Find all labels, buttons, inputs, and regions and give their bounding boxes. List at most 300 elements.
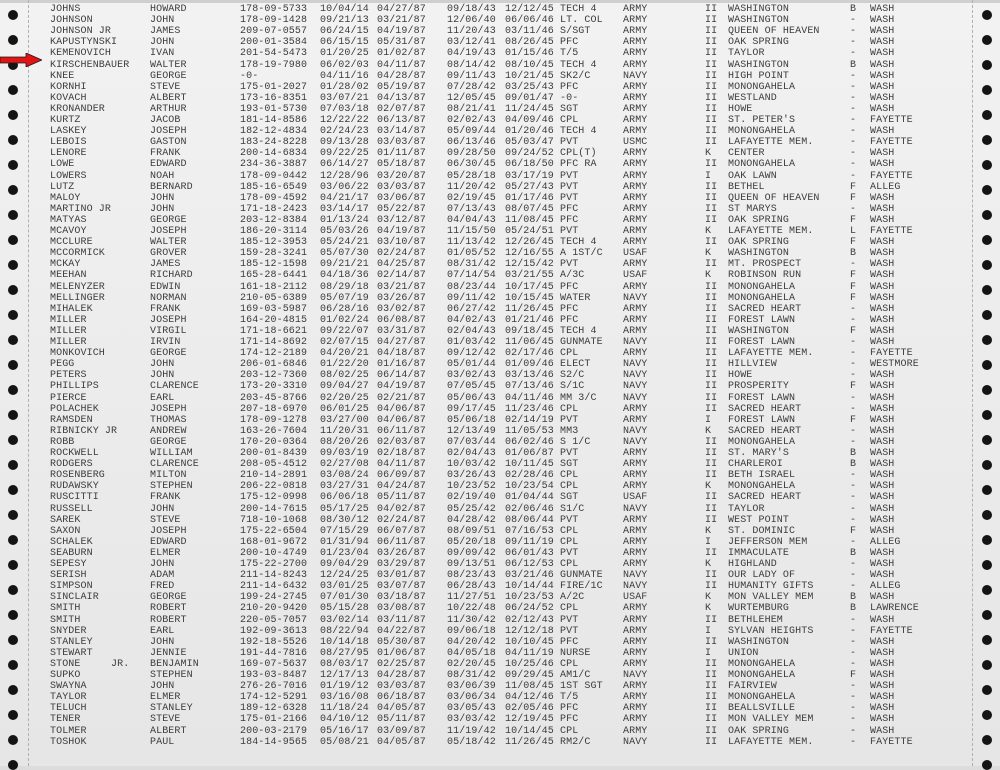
serial-number: 174-12-5291 [240,692,308,704]
war: II [705,81,718,93]
last-name: SNYDER [50,625,87,637]
branch: ARMY [623,714,648,726]
serial-number: 192-18-5526 [240,636,308,648]
first-name: HOWARD [150,4,187,15]
table-row [0,670,1000,681]
death-date: 03/21/87 [377,281,426,293]
discharge-date: 10/23/53 [505,592,554,604]
first-name: PAUL [150,736,175,748]
first-name: STEPHEN [150,481,193,493]
serial-number: 185-12-1598 [240,259,308,271]
rank: CPL [560,603,579,615]
war: II [705,448,718,459]
table-row [0,537,1000,548]
first-name: ADAM [150,570,175,582]
birth-date: 10/04/14 [320,4,369,15]
branch: ARMY [623,181,648,193]
birth-date: 03/16/08 [320,692,369,704]
branch: ARMY [623,203,648,215]
birth-date: 09/22/07 [320,325,369,337]
serial-number: 175-12-0998 [240,492,308,504]
branch: ARMY [623,159,648,171]
enlist-date: 03/06/34 [447,692,496,704]
birth-date: 04/21/17 [320,192,369,204]
cemetery: CHARLEROI [728,459,783,471]
enlist-date: 11/30/42 [447,614,496,626]
cemetery: LAFAYETTE MEM. [728,348,814,360]
discharge-date: 09/24/52 [505,148,554,160]
death-date: 03/01/87 [377,570,426,582]
county: WASH [870,192,895,204]
war: I [705,170,712,182]
branch: ARMY [623,692,648,704]
county: WESTMORE [870,359,919,371]
last-name: MILLER [50,337,87,348]
death-date: 04/02/87 [377,503,426,515]
cemetery: WASHINGTON [728,325,790,337]
first-name: STEVE [150,514,181,526]
discharge-date: 11/06/45 [505,337,554,348]
discharge-date: 02/17/46 [505,348,554,360]
death-date: 03/11/87 [377,614,426,626]
birth-date: 05/03/26 [320,226,369,237]
birth-date: 12/17/13 [320,670,369,681]
code: L [850,226,857,237]
discharge-date: 01/04/44 [505,492,554,504]
county: WASH [870,325,895,337]
county: WASH [870,570,895,582]
table-row [0,581,1000,592]
serial-number: 178-09-5733 [240,4,308,15]
enlist-date: 01/03/42 [447,337,496,348]
discharge-date: 02/06/46 [505,503,554,515]
enlist-date: 05/18/42 [447,736,496,748]
discharge-date: 03/21/55 [505,270,554,282]
table-row [0,681,1000,692]
code: - [850,436,857,448]
rank: PFC [560,81,579,93]
red-arrow-icon [0,53,42,67]
branch: NAVY [623,292,648,304]
rank: PFC [560,636,579,648]
last-name: ROBB [50,436,75,448]
serial-number: 182-12-4834 [240,126,308,138]
discharge-date: 12/19/45 [505,714,554,726]
enlist-date: 04/04/43 [447,214,496,226]
death-date: 05/31/87 [377,37,426,49]
cemetery: FOREST LAWN [728,337,796,348]
code: - [850,681,857,693]
first-name: JOHN [150,503,175,515]
enlist-date: 09/28/50 [447,148,496,160]
birth-date: 09/21/13 [320,15,369,27]
last-name: RUDAWSKY [50,481,99,493]
death-date: 02/18/87 [377,448,426,459]
last-name: TAYLOR [50,692,87,704]
enlist-date: 04/28/42 [447,514,496,526]
cemetery: MONONGAHELA [728,658,796,670]
county: FAYETTE [870,115,913,126]
rank: TECH 4 [560,237,597,249]
first-name: STANLEY [150,703,193,715]
table-row [0,4,1000,15]
cemetery: WASHINGTON [728,248,790,260]
discharge-date: 03/25/43 [505,81,554,93]
rank: T/5 [560,692,579,704]
first-name: ALBERT [150,92,187,104]
code: - [850,314,857,326]
war: II [705,92,718,104]
enlist-date: 08/31/42 [447,670,496,681]
code: F [850,414,857,426]
war: II [705,37,718,49]
table-row [0,615,1000,626]
branch: ARMY [623,603,648,615]
rank: PVT [560,514,579,526]
last-name: SINCLAIR [50,592,99,604]
branch: ARMY [623,448,648,459]
discharge-date: 06/12/53 [505,559,554,570]
death-date: 04/13/87 [377,92,426,104]
enlist-date: 05/06/18 [447,414,496,426]
county: WASH [870,59,895,71]
war: II [705,325,718,337]
discharge-date: 10/17/45 [505,281,554,293]
branch: ARMY [623,303,648,315]
cemetery: LAFAYETTE MEM. [728,736,814,748]
birth-date: 05/07/30 [320,248,369,260]
serial-number: 208-05-4512 [240,459,308,471]
birth-date: 03/14/17 [320,203,369,215]
table-row [0,626,1000,637]
cemetery: OUR LADY OF [728,570,796,582]
last-name: MATYAS [50,214,87,226]
code: - [850,359,857,371]
serial-number: 178-09-4592 [240,192,308,204]
last-name: MCCORMICK [50,248,105,260]
county: FAYETTE [870,137,913,149]
branch: ARMY [623,226,648,237]
code: - [850,70,857,82]
branch: NAVY [623,392,648,404]
cemetery: WESTLAND [728,92,777,104]
war: II [705,314,718,326]
enlist-date: 06/13/46 [447,137,496,149]
code: - [850,658,857,670]
war: K [705,248,712,260]
serial-number: 203-45-8766 [240,392,308,404]
birth-date: 01/13/24 [320,214,369,226]
cemetery: HOWE [728,370,753,382]
serial-number: 161-18-2112 [240,281,308,293]
table-row [0,304,1000,315]
war: II [705,48,718,60]
serial-number: 199-24-2745 [240,592,308,604]
table-row [0,648,1000,659]
last-name: KURTZ [50,115,81,126]
serial-number: 173-20-3310 [240,381,308,393]
last-name: STONE JR. [50,658,130,670]
death-date: 03/26/87 [377,547,426,559]
discharge-date: 11/23/46 [505,403,554,415]
first-name: ELMER [150,692,181,704]
death-date: 03/03/87 [377,137,426,149]
war: K [705,425,712,437]
branch: ARMY [623,59,648,71]
first-name: GROVER [150,248,187,260]
war: II [705,370,718,382]
county: FAYETTE [870,226,913,237]
first-name: ARTHUR [150,103,187,115]
table-row [0,348,1000,359]
discharge-date: 01/15/46 [505,48,554,60]
death-date: 04/06/87 [377,414,426,426]
enlist-date: 11/27/51 [447,592,496,604]
rank: PFC [560,203,579,215]
enlist-date: 04/20/42 [447,636,496,648]
discharge-date: 03/17/19 [505,170,554,182]
rank: TECH 4 [560,59,597,71]
county: WASH [870,647,895,659]
serial-number: 178-09-1428 [240,15,308,27]
branch: ARMY [623,559,648,570]
discharge-date: 09/11/19 [505,536,554,548]
serial-number: 203-12-7360 [240,370,308,382]
discharge-date: 05/24/51 [505,226,554,237]
table-row [0,315,1000,326]
table-row [0,60,1000,71]
rank: TECH 4 [560,325,597,337]
code: B [850,459,857,471]
code: - [850,481,857,493]
cemetery: MONONGAHELA [728,126,796,138]
table-row [0,426,1000,437]
table-row [0,15,1000,26]
branch: ARMY [623,314,648,326]
discharge-date: 09/01/47 [505,92,554,104]
cemetery: TAYLOR [728,503,765,515]
discharge-date: 06/06/46 [505,15,554,27]
county: WASH [870,148,895,160]
last-name: MELLINGER [50,292,105,304]
war: II [705,514,718,526]
county: WASH [870,403,895,415]
death-date: 04/19/87 [377,26,426,38]
branch: NAVY [623,359,648,371]
enlist-date: 05/06/43 [447,392,496,404]
cemetery: MONONGAHELA [728,436,796,448]
code: - [850,559,857,570]
death-date: 05/19/87 [377,81,426,93]
birth-date: 03/01/25 [320,581,369,593]
serial-number: 210-20-9420 [240,603,308,615]
first-name: FRED [150,581,175,593]
birth-date: 06/01/25 [320,403,369,415]
last-name: MARTINO JR [50,203,112,215]
rank: CPL [560,658,579,670]
first-name: FRANK [150,148,181,160]
rank: ELECT [560,359,591,371]
first-name: EDWARD [150,536,187,548]
table-row [0,404,1000,415]
last-name: SMITH [50,603,81,615]
rank: -0- [560,92,579,104]
cemetery: MT. PROSPECT [728,259,802,271]
first-name: CLARENCE [150,381,199,393]
rank: PFC [560,314,579,326]
war: II [705,703,718,715]
birth-date: 09/04/29 [320,559,369,570]
table-row [0,381,1000,392]
last-name: RUSCITTI [50,492,99,504]
birth-date: 03/27/00 [320,414,369,426]
last-name: KAPUSTYNSKI [50,37,118,49]
rank: PFC RA [560,159,597,171]
first-name: JOHN [150,359,175,371]
serial-number: 206-01-6846 [240,359,308,371]
code: F [850,525,857,537]
war: II [705,381,718,393]
table-row [0,270,1000,281]
birth-date: 01/31/94 [320,536,369,548]
code: - [850,170,857,182]
enlist-date: 09/06/18 [447,625,496,637]
county: WASH [870,658,895,670]
first-name: JAMES [150,26,181,38]
discharge-date: 06/01/43 [505,547,554,559]
enlist-date: 05/09/44 [447,126,496,138]
death-date: 04/22/87 [377,625,426,637]
last-name: POLACHEK [50,403,99,415]
death-date: 04/11/87 [377,59,426,71]
table-row [0,714,1000,725]
enlist-date: 06/27/42 [447,303,496,315]
cemetery: HIGHLAND [728,559,777,570]
discharge-date: 11/26/45 [505,736,554,748]
table-row [0,282,1000,293]
county: WASH [870,281,895,293]
cemetery: HILLVIEW [728,359,777,371]
county: WASH [870,214,895,226]
first-name: JOHN [150,559,175,570]
last-name: STEWART [50,647,93,659]
last-name: JOHNSON [50,15,93,27]
last-name: SAXON [50,525,81,537]
branch: ARMY [623,103,648,115]
death-date: 03/21/87 [377,15,426,27]
county: ALLEG [870,581,901,593]
county: LAWRENCE [870,603,919,615]
county: FAYETTE [870,348,913,360]
cemetery: OAK LAWN [728,170,777,182]
discharge-date: 09/29/45 [505,670,554,681]
serial-number: 175-01-2027 [240,81,308,93]
table-row [0,159,1000,170]
death-date: 04/28/87 [377,70,426,82]
birth-date: 06/24/15 [320,26,369,38]
first-name: JOSEPH [150,403,187,415]
serial-number: 175-22-6504 [240,525,308,537]
enlist-date: 07/03/44 [447,436,496,448]
serial-number: 200-14-7615 [240,503,308,515]
table-row [0,37,1000,48]
first-name: ALBERT [150,725,187,737]
war: II [705,459,718,471]
rank: PVT [560,226,579,237]
county: WASH [870,670,895,681]
rank: CPL [560,725,579,737]
first-name: EDWIN [150,281,181,293]
first-name: EDWARD [150,159,187,171]
first-name: GASTON [150,137,187,149]
discharge-date: 08/07/45 [505,203,554,215]
cemetery: MONONGAHELA [728,670,796,681]
code: - [850,570,857,582]
death-date: 03/06/87 [377,192,426,204]
code: - [850,103,857,115]
code: F [850,670,857,681]
rank: CPL [560,115,579,126]
enlist-date: 03/12/41 [447,37,496,49]
table-row [0,226,1000,237]
last-name: KEMENOVICH [50,48,112,60]
county: WASH [870,381,895,393]
last-name: RODGERS [50,459,93,471]
code: B [850,603,857,615]
last-name: MELENYZER [50,281,105,293]
county: WASH [870,703,895,715]
birth-date: 03/08/24 [320,470,369,482]
birth-date: 02/07/15 [320,337,369,348]
branch: ARMY [623,37,648,49]
first-name: IRVIN [150,337,181,348]
war: K [705,559,712,570]
enlist-date: 09/11/43 [447,70,496,82]
birth-date: 07/15/29 [320,525,369,537]
first-name: WALTER [150,237,187,249]
enlist-date: 02/02/43 [447,115,496,126]
code: - [850,115,857,126]
branch: USAF [623,592,648,604]
branch: ARMY [623,481,648,493]
code: - [850,259,857,271]
serial-number: -0- [240,70,259,82]
rank: SGT [560,103,579,115]
branch: NAVY [623,570,648,582]
birth-date: 05/24/21 [320,237,369,249]
death-date: 04/06/87 [377,403,426,415]
death-date: 01/06/87 [377,647,426,659]
table-row [0,726,1000,737]
first-name: WILLIAM [150,448,193,459]
county: ALLEG [870,181,901,193]
discharge-date: 05/27/43 [505,181,554,193]
code: - [850,148,857,160]
birth-date: 03/07/21 [320,92,369,104]
county: WASH [870,692,895,704]
county: WASH [870,414,895,426]
last-name: SCHALEK [50,536,93,548]
county: WASH [870,470,895,482]
birth-date: 08/30/12 [320,514,369,526]
table-row [0,559,1000,570]
enlist-date: 05/25/42 [447,503,496,515]
last-name: PIERCE [50,392,87,404]
war: II [705,670,718,681]
last-name: JOHNS [50,4,81,15]
table-row [0,548,1000,559]
rank: S 1/C [560,436,591,448]
